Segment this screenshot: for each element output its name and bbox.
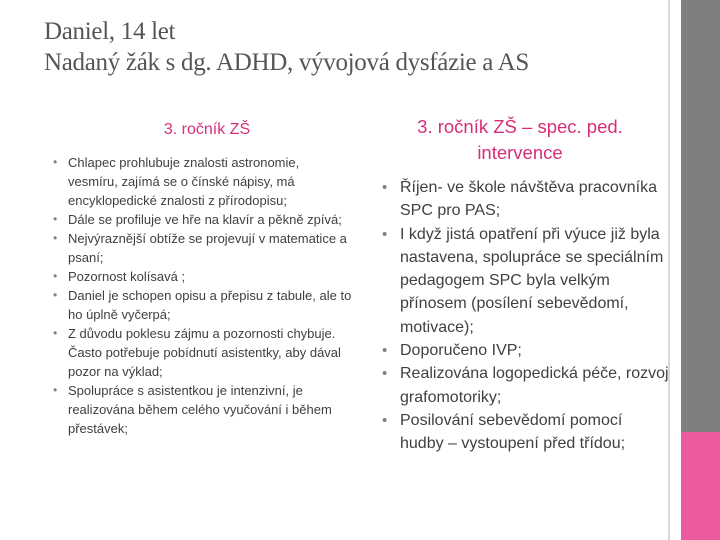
list-item: • Říjen- ve škole návštěva pracovníka SPC pro PAS; — [370, 176, 670, 223]
list-item: • Doporučeno IVP; — [370, 339, 670, 362]
left-column-heading: 3. ročník ZŠ — [163, 121, 251, 138]
slide-title-line-1: Daniel, 14 let — [44, 18, 176, 45]
list-item: • Pozornost kolísavá ; — [52, 267, 352, 286]
list-item: • Z důvodu poklesu zájmu a pozornosti chybuje. Často potřebuje pobídnutí asistentky, aby dával pozor na výklad; — [52, 324, 352, 381]
list-item: • Daniel je schopen opisu a přepisu z tabule, ale to ho úplně vyčerpá; — [52, 286, 352, 324]
list-item: • Posilování sebevědomí pomocí hudby – vystoupení před třídou; — [370, 409, 670, 456]
list-item: • Spolupráce s asistentkou je intenzivní, je realizována během celého vyučování i během přestávek; — [52, 381, 352, 438]
right-column-heading-line-2: intervence — [477, 142, 563, 163]
right-column-heading — [370, 114, 670, 166]
right-bullet-list — [370, 176, 670, 456]
slide-title-line-2: Nadaný žák s dg. ADHD, vývojová dysfázie a AS — [44, 49, 530, 76]
list-item: • Nejvýraznější obtíže se projevují v matematice a psaní; — [52, 229, 352, 267]
sidebar-accent — [681, 432, 720, 540]
list-item: • Realizována logopedická péče, rozvoj grafomotoriky; — [370, 362, 670, 409]
slide-title — [44, 16, 644, 78]
list-item: • Chlapec prohlubuje znalosti astronomie, vesmíru, zajímá se o čínské nápisy, má encyklopedické znalosti z přírodopisu; — [52, 153, 352, 210]
left-bullet-list — [52, 153, 352, 438]
list-item: • Dále se profiluje ve hře na klavír a pěkně zpívá; — [52, 210, 352, 229]
list-item: • I když jistá opatření při výuce již byla nastavena, spolupráce se speciálním pedagogem SPC byla velkým přínosem (posílení sebevědomí, motivace); — [370, 223, 670, 339]
right-column-heading-line-1: 3. ročník ZŠ – spec. ped. — [417, 116, 623, 137]
left-column — [52, 114, 352, 438]
right-column — [370, 114, 670, 456]
